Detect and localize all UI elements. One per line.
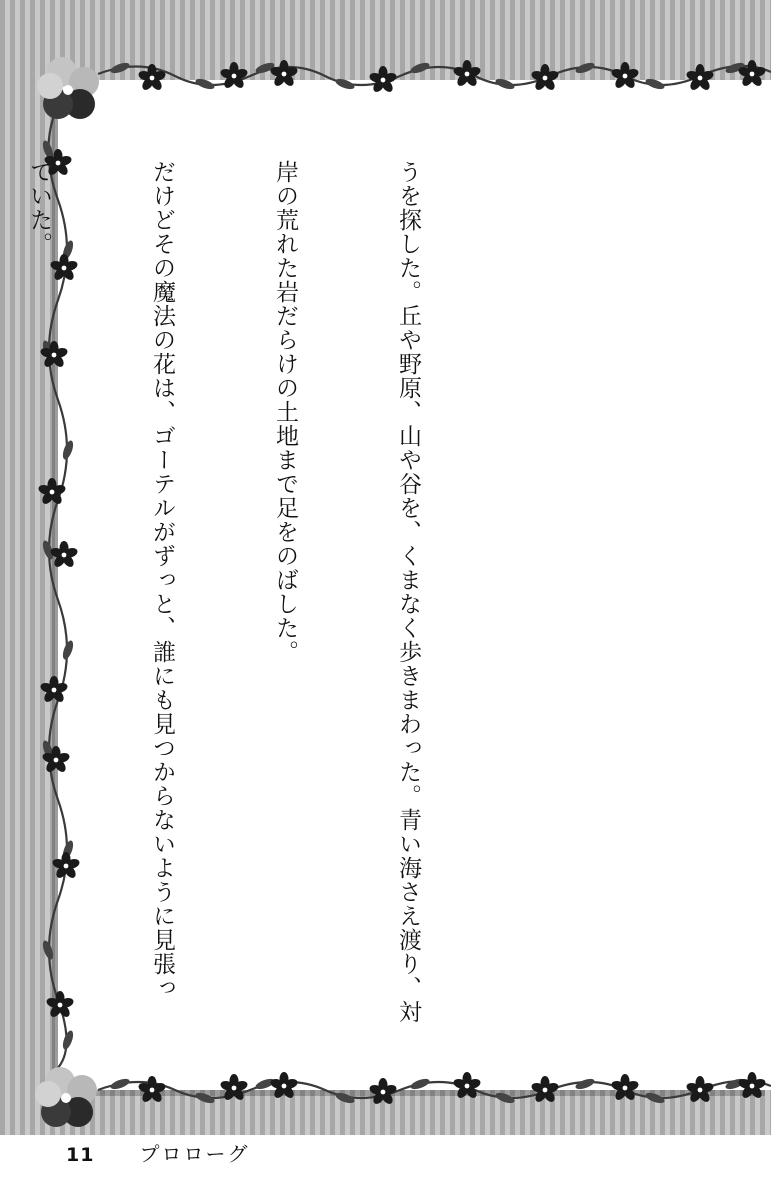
chapter-title: プロローグ bbox=[139, 1142, 250, 1166]
vertical-body-text bbox=[26, 160, 510, 1040]
text-column: うを探した。丘や野原、山や谷を、くまなく歩きまわった。青い海さえ渡り、対 bbox=[395, 160, 421, 1024]
corner-flower-bottom-icon bbox=[35, 1067, 97, 1127]
corner-flower-top-icon bbox=[37, 57, 99, 119]
page-footer bbox=[66, 1138, 250, 1168]
page-number: 11 bbox=[66, 1144, 95, 1166]
text-column: だけどその魔法の花は、ゴーテルがずっと、誰にも見つからないように見張っ bbox=[149, 160, 175, 1000]
text-column: 岸の荒れた岩だらけの土地まで足をのばした。 bbox=[272, 160, 298, 664]
text-column: ていた。 bbox=[26, 160, 52, 256]
